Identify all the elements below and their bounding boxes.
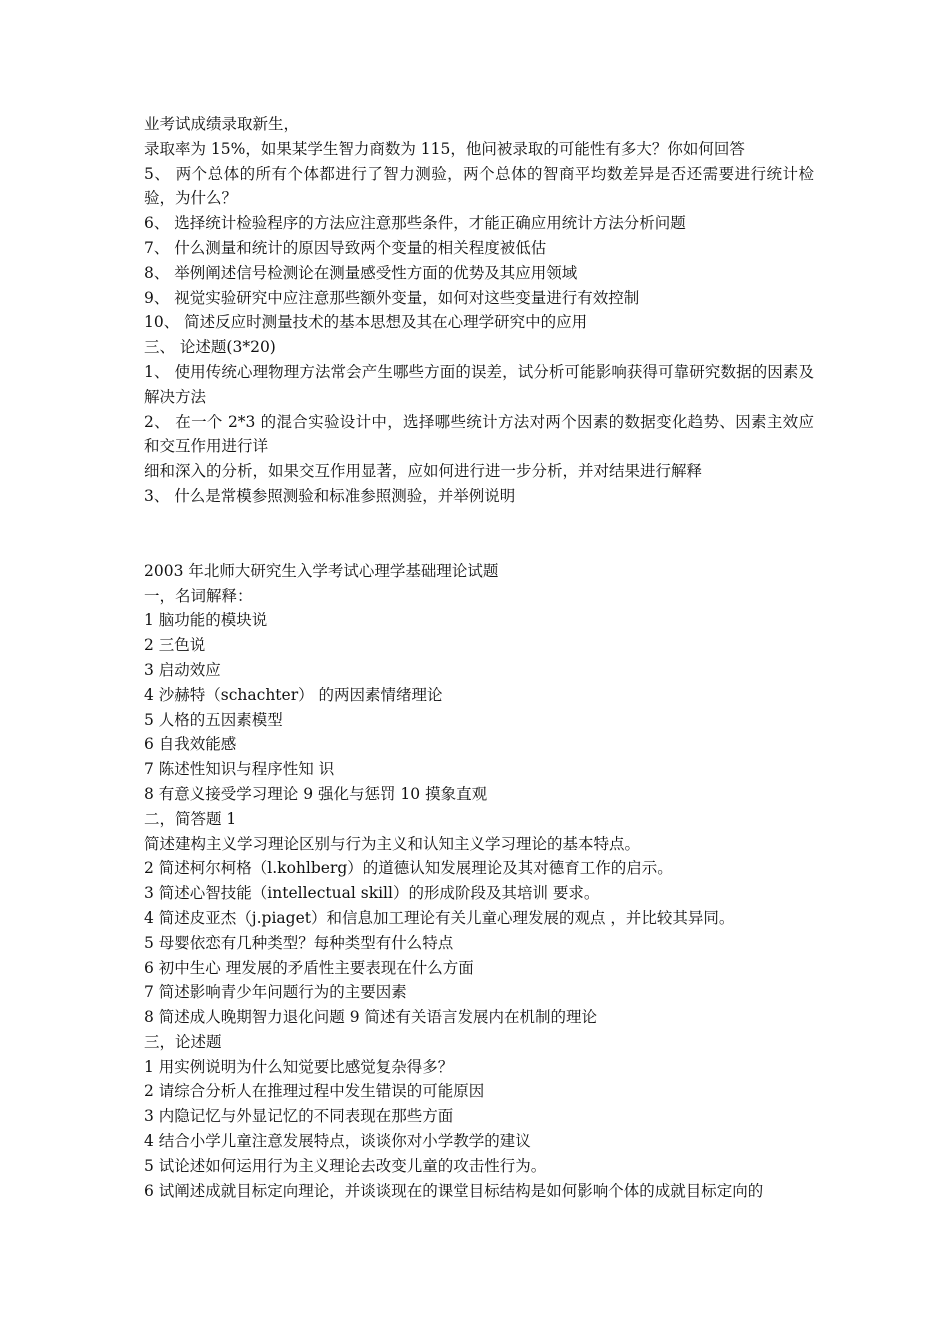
text-line: 细和深入的分析，如果交互作用显著，应如何进行进一步分析，并对结果进行解释 [144,462,703,481]
text-line: 业考试成绩录取新生， [144,115,300,133]
text-line: 8 简述成人晚期智力退化问题 9 简述有关语言发展内在机制的理论 [144,1008,598,1027]
text-line: 9、 视觉实验研究中应注意那些额外变量，如何对这些变量进行有效控制 [144,288,640,307]
text-line: 6 自我效能感 [144,735,237,754]
text-line: 2、 在一个 2*3 的混合实验设计中，选择哪些统计方法对两个因素的数据变化趋势、因素主效应和交互作用进行详 [144,412,814,456]
text-line: 4 简述皮亚杰（j.piaget）和信息加工理论有关儿童心理发展的观点 ，并比较其异同。 [144,908,735,927]
text-line: 3、 什么是常模参照测验和标准参照测验，并举例说明 [144,486,516,505]
text-line: 6、 选择统计检验程序的方法应注意那些条件，才能正确应用统计方法分析问题 [144,214,686,233]
text-line: 简述建构主义学习理论区别与行为主义和认知主义学习理论的基本特点。 [144,834,641,853]
text-line: 4 沙赫特（schachter） 的两因素情绪理论 [144,685,443,704]
text-line: 7 简述影响青少年问题行为的主要因素 [144,983,407,1002]
text-line: 1、 使用传统心理物理方法常会产生哪些方面的误差，试分析可能影响获得可靠研究数据的因素及解决方法 [144,362,814,406]
text-line: 8、 举例阐述信号检测论在测量感受性方面的优势及其应用领域 [144,263,578,282]
text-line: 2 简述柯尔柯格（l.kohlberg）的道德认知发展理论及其对德育工作的启示。 [144,859,673,878]
text-line: 10、 简述反应时测量技术的基本思想及其在心理学研究中的应用 [144,313,588,332]
text-line: 2 三色说 [144,636,206,655]
text-line: 1 脑功能的模块说 [144,611,268,630]
text-line: 2 请综合分析人在推理过程中发生错误的可能原因 [144,1082,485,1101]
text-line: 录取率为 15%，如果某学生智力商数为 115，他问被录取的可能性有多大？你如何回答 [144,139,745,158]
text-line: 3 启动效应 [144,660,221,679]
text-line: 三，论述题 [144,1032,222,1051]
text-line: 1 用实例说明为什么知觉要比感觉复杂得多？ [144,1057,454,1076]
exam-section-2003 [144,559,814,1204]
text-line: 二，简答题 1 [144,809,237,828]
exam-section-previous [144,112,814,509]
text-line: 2003 年北师大研究生入学考试心理学基础理论试题 [144,561,499,580]
text-line: 4 结合小学儿童注意发展特点，谈谈你对小学教学的建议 [144,1132,531,1151]
section-gap [144,509,814,559]
document-page [144,112,814,1203]
text-line: 6 初中生心 理发展的矛盾性主要表现在什么方面 [144,958,474,977]
text-line: 6 试阐述成就目标定向理论，并谈谈现在的课堂目标结构是如何影响个体的成就目标定向的 [144,1181,764,1200]
text-line: 5 人格的五因素模型 [144,710,283,729]
text-line: 5 试论述如何运用行为主义理论去改变儿童的攻击性行为。 [144,1156,547,1175]
text-line: 8 有意义接受学习理论 9 强化与惩罚 10 摸象直观 [144,784,488,803]
text-line: 三、 论述题(3*20) [144,338,276,357]
text-line: 3 简述心智技能（intellectual skill）的形成阶段及其培训 要求。 [144,884,600,903]
text-line: 5 母婴依恋有几种类型？每种类型有什么特点 [144,933,454,952]
text-line: 3 内隐记忆与外显记忆的不同表现在那些方面 [144,1107,454,1126]
text-line: 一，名词解释： [144,586,253,605]
text-line: 7、 什么测量和统计的原因导致两个变量的相关程度被低估 [144,238,547,257]
text-line: 7 陈述性知识与程序性知 识 [144,760,335,779]
text-line: 5、 两个总体的所有个体都进行了智力测验，两个总体的智商平均数差异是否还需要进行统计检验，为什么？ [144,164,814,208]
